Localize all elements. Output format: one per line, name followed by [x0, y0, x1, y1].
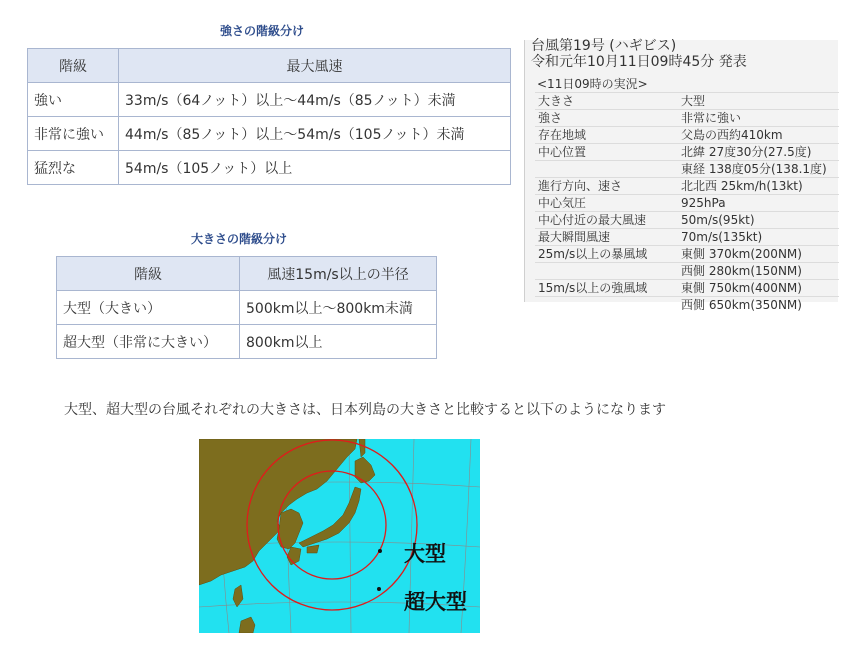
report-value: 西側 650km(350NM) [681, 298, 802, 312]
report-key: 最大瞬間風速 [538, 230, 611, 244]
report-row [535, 126, 839, 143]
report-row [535, 228, 839, 245]
report-key: 中心位置 [538, 145, 587, 159]
column-header: 階級 [57, 257, 240, 291]
report-key [535, 297, 681, 313]
report-value: 925hPa [681, 196, 726, 210]
super-large-label: 超大型 [404, 590, 467, 614]
report-value: 東経 138度05分(138.1度) [681, 162, 827, 176]
wind-speed-cell: 54m/s（105ノット）以上 [119, 151, 511, 185]
report-value: 北北西 25km/h(13kt) [681, 179, 803, 193]
report-value: 東側 370km(200NM) [681, 247, 802, 261]
report-row [535, 296, 839, 313]
report-key: 25m/s以上の暴風域 [538, 247, 648, 261]
report-key: 中心気圧 [538, 196, 587, 210]
report-key: 強さ [538, 111, 563, 125]
report-row [535, 160, 839, 177]
report-issued: 令和元年10月11日09時45分 発表 [531, 54, 747, 70]
report-row [535, 211, 839, 228]
report-row [535, 143, 839, 160]
table-row [28, 117, 511, 151]
grade-cell: 大型（大きい） [57, 291, 240, 325]
report-key [535, 161, 681, 177]
table-row [57, 291, 437, 325]
wind-speed-cell: 44m/s（85ノット）以上～54m/s（105ノット）未満 [119, 117, 511, 151]
comparison-text: 大型、超大型の台風それぞれの大きさは、日本列島の大きさと比較すると以下のようになります [64, 402, 666, 418]
report-key: 15m/s以上の強風域 [538, 281, 648, 295]
report-value: 父島の西約410km [681, 128, 783, 142]
report-value: 東側 750km(400NM) [681, 281, 802, 295]
grade-cell: 強い [28, 83, 119, 117]
column-header: 最大風速 [119, 49, 511, 83]
table-row [57, 325, 437, 359]
column-header: 風速15m/s以上の半径 [240, 257, 437, 291]
report-value: 西側 280km(150NM) [681, 264, 802, 278]
report-value: 50m/s(95kt) [681, 213, 755, 227]
report-observation-time: <11日09時の実況> [537, 77, 648, 91]
report-row [535, 262, 839, 279]
size-table [56, 256, 437, 359]
typhoon-report-panel [524, 38, 838, 312]
report-value: 北緯 27度30分(27.5度) [681, 145, 812, 159]
report-value: 70m/s(135kt) [681, 230, 763, 244]
radius-cell: 500km以上～800km未満 [240, 291, 437, 325]
strength-caption: 強さの階級分け [220, 24, 305, 38]
report-row [535, 177, 839, 194]
report-value: 大型 [681, 94, 706, 108]
report-key: 大きさ [538, 94, 575, 108]
strength-table [27, 48, 511, 185]
grade-cell: 超大型（非常に大きい） [57, 325, 240, 359]
super-large-marker-dot [377, 587, 381, 591]
large-label: 大型 [404, 542, 446, 566]
radius-cell: 800km以上 [240, 325, 437, 359]
column-header: 階級 [28, 49, 119, 83]
table-row [28, 83, 511, 117]
report-key: 進行方向、速さ [538, 179, 623, 193]
report-row [535, 194, 839, 211]
report-title: 台風第19号 (ハギビス) [531, 38, 677, 54]
table-row [28, 151, 511, 185]
report-row [535, 245, 839, 262]
grade-cell: 猛烈な [28, 151, 119, 185]
typhoon-size-map [199, 439, 480, 633]
grade-cell: 非常に強い [28, 117, 119, 151]
size-caption: 大きさの階級分け [191, 232, 288, 246]
report-value: 非常に強い [681, 111, 742, 125]
report-row [535, 109, 839, 126]
wind-speed-cell: 33m/s（64ノット）以上～44m/s（85ノット）未満 [119, 83, 511, 117]
report-key: 中心付近の最大風速 [538, 213, 647, 227]
report-rows [535, 92, 839, 313]
report-key [535, 263, 681, 279]
report-row [535, 279, 839, 296]
report-key: 存在地域 [538, 128, 587, 142]
report-row [535, 92, 839, 109]
large-marker-dot [378, 549, 382, 553]
